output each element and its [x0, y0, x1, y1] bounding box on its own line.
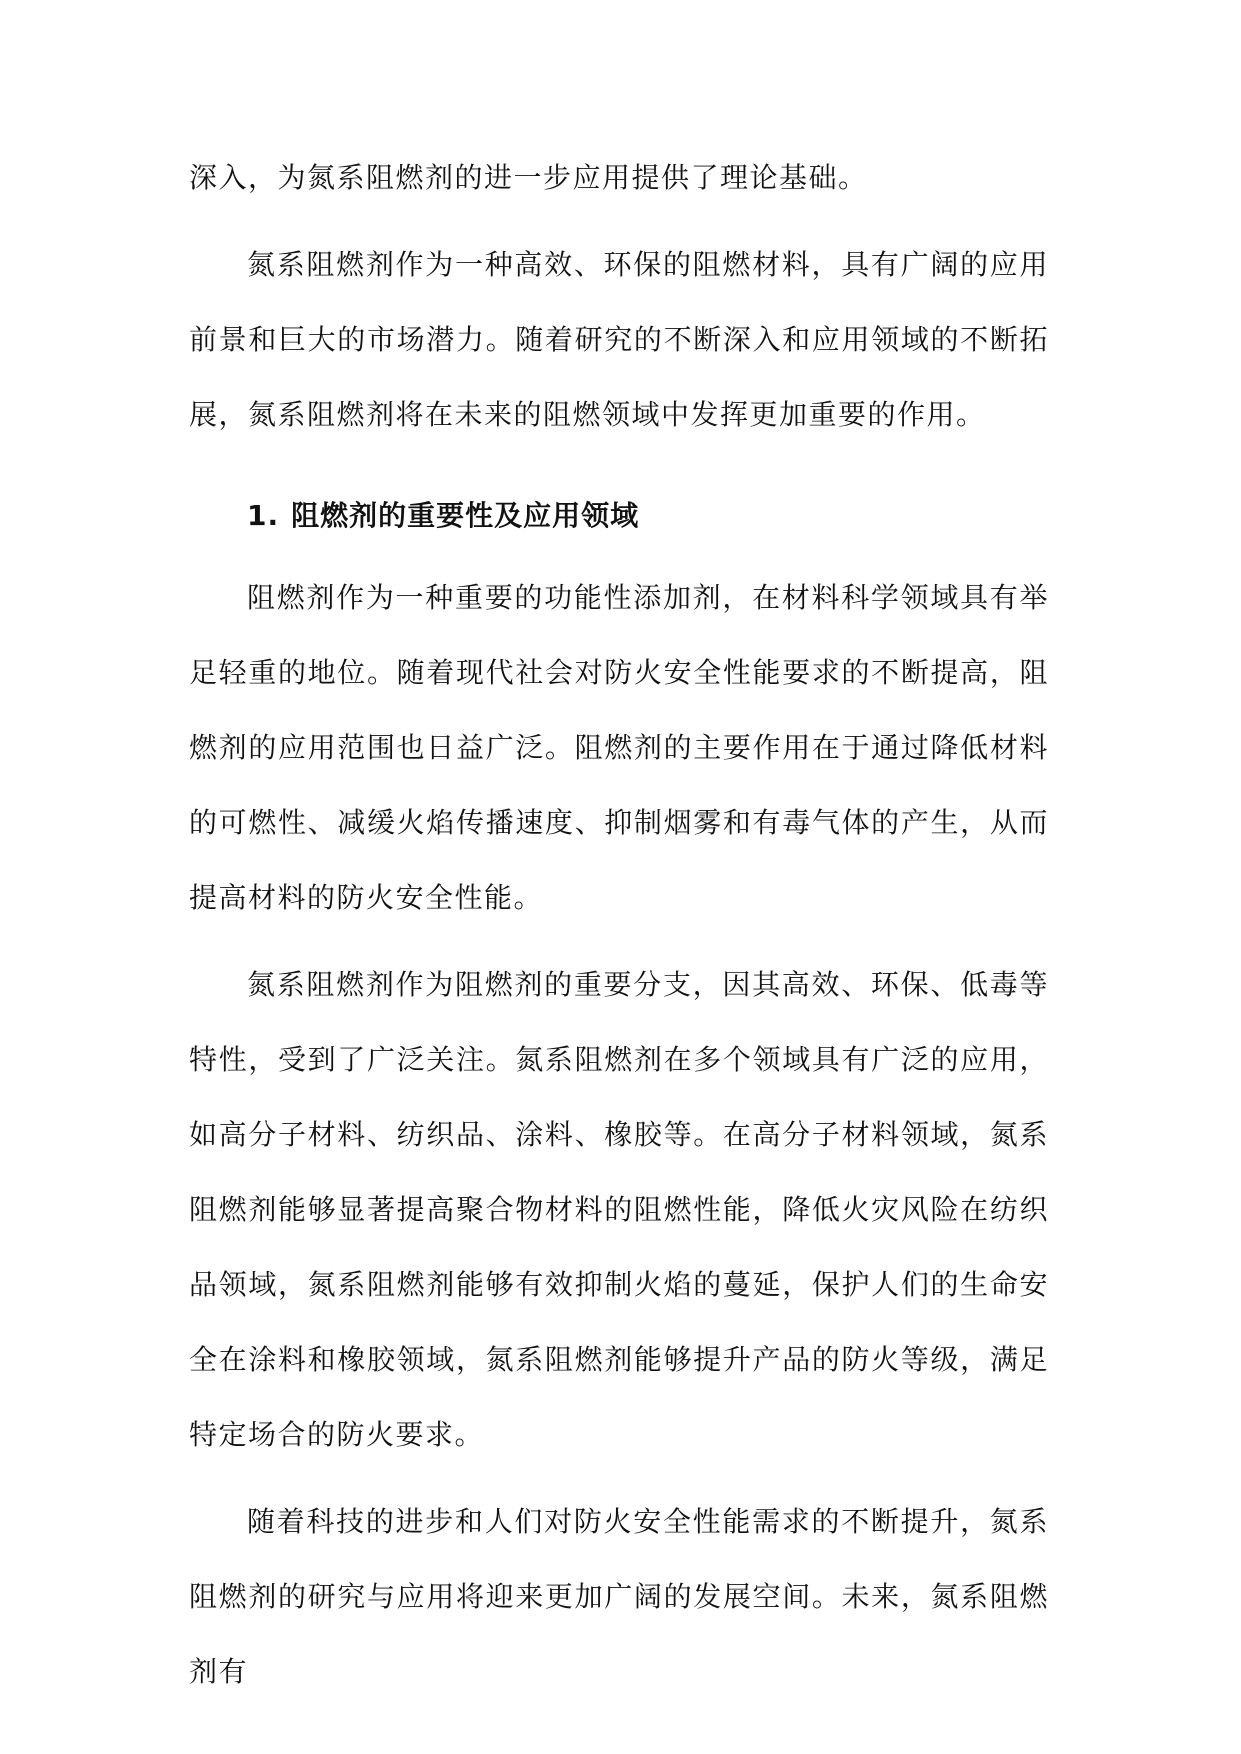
paragraph-importance: 阻燃剂作为一种重要的功能性添加剂，在材料科学领域具有举足轻重的地位。随着现代社会对防火安全性能要求的不断提高，阻燃剂的应用范围也日益广泛。阻燃剂的主要作用在于通过降低材料的可燃性、减缓火焰传播速度、抑制烟雾和有毒气体的产生，从而提高材料的防火安全性能。	[189, 581, 1049, 914]
paragraph-applications: 氮系阻燃剂作为阻燃剂的重要分支，因其高效、环保、低毒等特性，受到了广泛关注。氮系阻燃剂在多个领域具有广泛的应用，如高分子材料、纺织品、涂料、橡胶等。在高分子材料领域，氮系阻燃剂能够显著提高聚合物材料的阻燃性能，降低火灾风险在纺织品领域，氮系阻燃剂能够有效抑制火焰的蔓延，保护人们的生命安全在涂料和橡胶领域，氮系阻燃剂能够提升产品的防火等级，满足特定场合的防火要求。	[189, 968, 1049, 1451]
section-number: 1.	[247, 499, 280, 532]
paragraph-outlook: 氮系阻燃剂作为一种高效、环保的阻燃材料，具有广阔的应用前景和巨大的市场潜力。随着研究的不断深入和应用领域的不断拓展，氮系阻燃剂将在未来的阻燃领域中发挥更加重要的作用。	[189, 248, 1049, 431]
section-heading	[189, 472, 1049, 560]
document-body	[189, 140, 1049, 1709]
paragraph-future: 随着科技的进步和人们对防火安全性能需求的不断提升，氮系阻燃剂的研究与应用将迎来更加广阔的发展空间。未来，氮系阻燃剂有	[189, 1505, 1049, 1688]
section-title: 阻燃剂的重要性及应用领域	[291, 499, 640, 532]
paragraph-continuation: 深入，为氮系阻燃剂的进一步应用提供了理论基础。	[189, 161, 868, 194]
